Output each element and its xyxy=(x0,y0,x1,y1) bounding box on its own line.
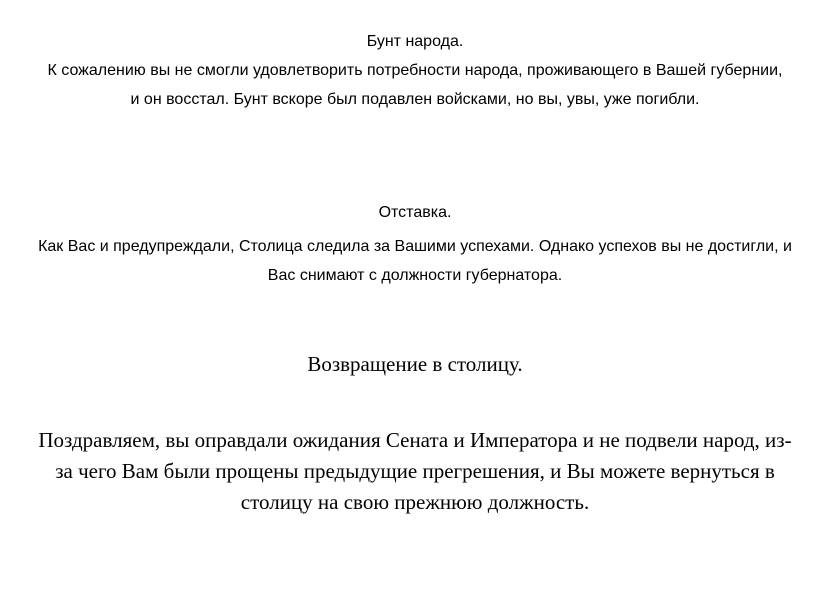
section-body: К сожалению вы не смогли удовлетворить потребности народа, проживающего в Вашей губернии, и он восстал. Бунт вскоре был подавлен войсками, но вы, увы, уже погибли. xyxy=(47,62,783,108)
section-body: Поздравляем, вы оправдали ожидания Сената и Императора и не подвели народ, из-за чего Вам были прощены предыдущие прегрешения, и Вы можете вернуться в столицу на свою прежнюю должность. xyxy=(38,428,792,514)
section-body: Как Вас и предупреждали, Столица следила за Вашими успехами. Однако успехов вы не достигли, и Вас снимают с должности губернатора. xyxy=(38,238,792,284)
section-heading: Отставка. xyxy=(378,204,452,221)
section-resignation xyxy=(0,198,830,290)
section-return-to-capital xyxy=(0,349,830,518)
section-rebellion xyxy=(0,27,830,114)
section-heading: Возвращение в столицу. xyxy=(307,352,523,376)
section-heading: Бунт народа. xyxy=(366,33,464,50)
